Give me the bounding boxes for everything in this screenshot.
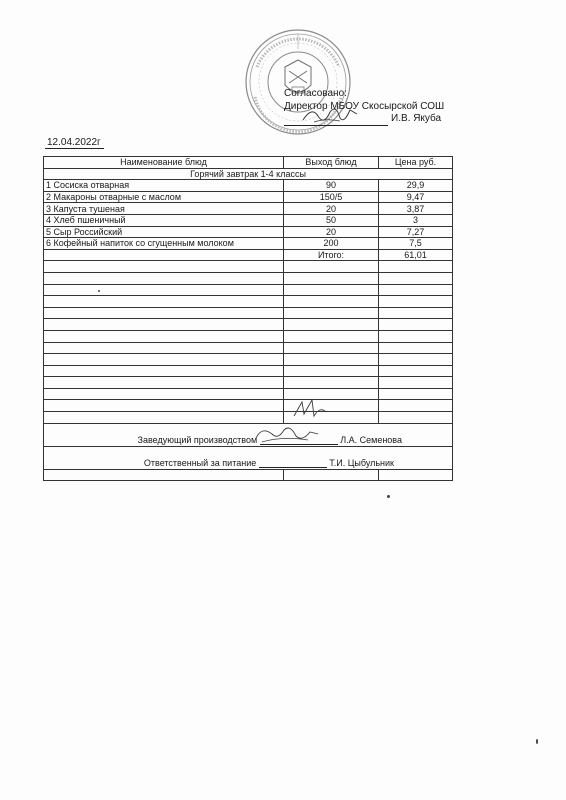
scan-speck bbox=[387, 495, 390, 498]
nutrition-signature-cell bbox=[44, 446, 453, 469]
empty-row bbox=[44, 261, 453, 273]
dish-price: 29,9 bbox=[379, 180, 453, 192]
empty-row bbox=[44, 284, 453, 296]
dish-name: 6 Кофейный напиток со сгущенным молоком bbox=[44, 238, 284, 250]
production-handwritten-signature-icon bbox=[290, 396, 330, 420]
dish-name: 2 Макароны отварные с маслом bbox=[44, 191, 284, 203]
dish-portion: 20 bbox=[284, 203, 379, 215]
total-row bbox=[44, 249, 453, 261]
empty-cell bbox=[44, 249, 284, 261]
dish-portion: 20 bbox=[284, 226, 379, 238]
table-row bbox=[44, 226, 453, 238]
dish-portion: 50 bbox=[284, 214, 379, 226]
nutrition-role: Ответственный за питание bbox=[143, 457, 257, 468]
header-price: Цена руб. bbox=[379, 157, 453, 169]
empty-row bbox=[44, 400, 453, 412]
empty-row bbox=[44, 319, 453, 331]
empty-row bbox=[44, 296, 453, 308]
dish-portion: 200 bbox=[284, 238, 379, 250]
dish-name: 3 Капуста тушеная bbox=[44, 203, 284, 215]
scan-speck bbox=[536, 739, 538, 744]
approval-title: Согласовано: bbox=[284, 88, 347, 99]
total-value: 61,01 bbox=[379, 249, 453, 261]
section-title: Горячий завтрак 1-4 классы bbox=[44, 168, 453, 180]
director-signature-icon bbox=[300, 102, 360, 126]
production-signature-row bbox=[44, 423, 453, 446]
table-row bbox=[44, 214, 453, 226]
production-signature-cell bbox=[44, 423, 453, 446]
scan-speck bbox=[98, 290, 100, 292]
dish-portion: 90 bbox=[284, 180, 379, 192]
approval-director-name: И.В. Якуба bbox=[391, 113, 442, 124]
nutrition-signature-row bbox=[44, 446, 453, 469]
menu-table bbox=[43, 156, 453, 481]
empty-row bbox=[44, 365, 453, 377]
nutrition-handwritten-signature-icon bbox=[252, 424, 322, 446]
header-dish-name: Наименование блюд bbox=[44, 157, 284, 169]
dish-price: 9,47 bbox=[379, 191, 453, 203]
dish-price: 3,87 bbox=[379, 203, 453, 215]
dish-name: 4 Хлеб пшеничный bbox=[44, 214, 284, 226]
table-row bbox=[44, 203, 453, 215]
empty-row bbox=[44, 330, 453, 342]
empty-row bbox=[44, 412, 453, 424]
empty-row bbox=[44, 377, 453, 389]
nutrition-signature bbox=[144, 458, 394, 468]
table-header-row bbox=[44, 157, 453, 169]
dish-price: 3 bbox=[379, 214, 453, 226]
empty-row bbox=[44, 388, 453, 400]
empty-row bbox=[44, 354, 453, 366]
production-role: Заведующий производством bbox=[137, 434, 258, 445]
dish-name: 1 Сосиска отварная bbox=[44, 180, 284, 192]
section-row bbox=[44, 168, 453, 180]
empty-row bbox=[44, 307, 453, 319]
approval-position: Директор МБОУ Скосырской СОШ bbox=[284, 100, 445, 112]
dish-name: 5 Сыр Российский bbox=[44, 226, 284, 238]
table-row bbox=[44, 238, 453, 250]
dish-portion: 150/5 bbox=[284, 191, 379, 203]
empty-row bbox=[44, 342, 453, 354]
dish-price: 7,5 bbox=[379, 238, 453, 250]
dish-price: 7,27 bbox=[379, 226, 453, 238]
table-row bbox=[44, 191, 453, 203]
total-label: Итого: bbox=[284, 249, 379, 261]
table-row bbox=[44, 180, 453, 192]
empty-row bbox=[44, 272, 453, 284]
production-name: Л.А. Семенова bbox=[340, 434, 402, 445]
nutrition-name: Т.И. Цыбульник bbox=[329, 457, 394, 468]
header-portion: Выход блюд bbox=[284, 157, 379, 169]
nutrition-signature-blank bbox=[259, 459, 327, 468]
empty-row bbox=[44, 469, 453, 481]
document-date: 12.04.2022г bbox=[45, 137, 104, 149]
